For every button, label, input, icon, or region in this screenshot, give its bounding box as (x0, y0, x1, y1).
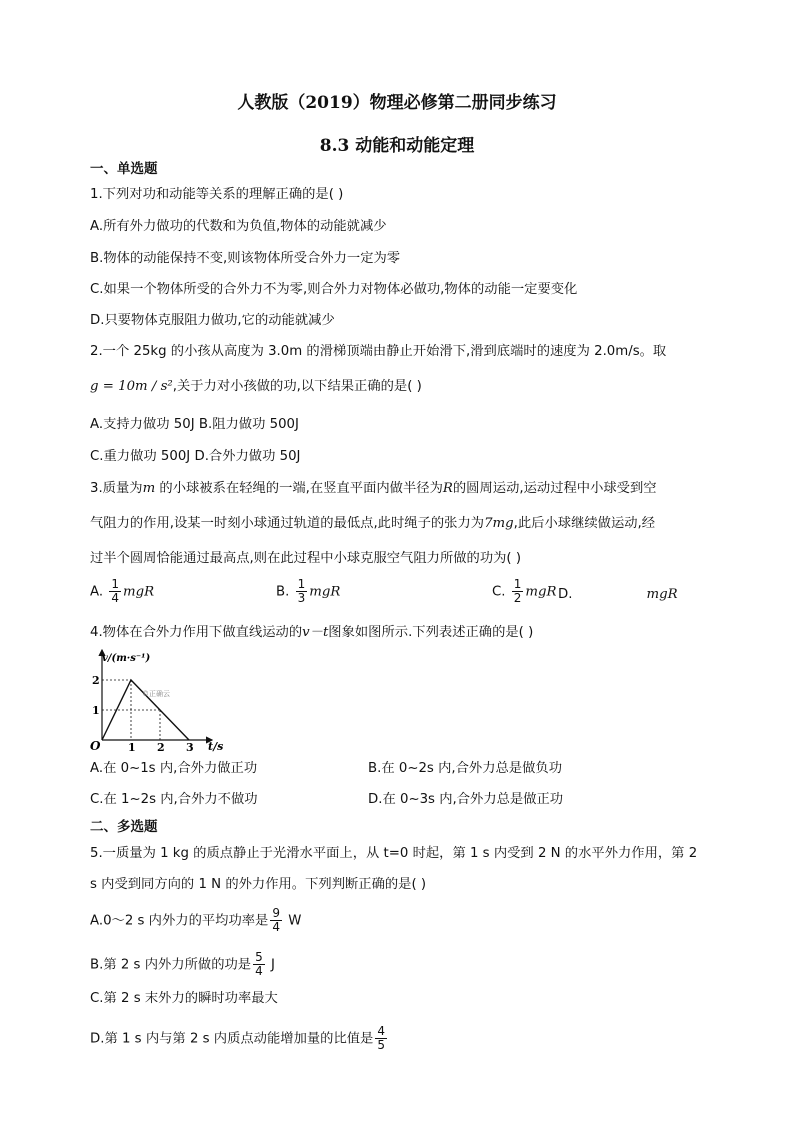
q1-option-b: B.物体的动能保持不变,则该物体所受合外力一定为零 (90, 251, 401, 266)
q1-option-c: C.如果一个物体所受的合外力不为零,则合外力对物体必做功,物体的动能一定要变化 (90, 282, 578, 297)
y-tick-label: 2 (92, 674, 100, 687)
q4-option-c: C.在 1~2s 内,合外力不做功 (90, 792, 258, 807)
q1-option-d: D.只要物体克服阻力做功,它的动能就减少 (90, 313, 335, 328)
section-heading-multiple-choice: 二、多选题 (90, 819, 158, 835)
q1-stem: 1.下列对功和动能等关系的理解正确的是( ) (90, 187, 344, 202)
q1-option-a: A.所有外力做功的代数和为负值,物体的动能就减少 (90, 219, 387, 234)
x-tick-label: 3 (186, 741, 194, 754)
q4-vt-symbol: v－t (302, 625, 329, 640)
q5-stem-line2: s 内受到同方向的 1 N 的外力作用。下列判断正确的是( ) (90, 877, 427, 892)
q5-option-d-fraction: $\frac{4}{5}$ (377, 1024, 385, 1052)
q4-option-a: A.在 0~1s 内,合外力做正功 (90, 761, 258, 776)
x-axis-label: t/s (208, 740, 224, 753)
y-axis-label: v/(m·s⁻¹) (102, 653, 151, 664)
graph-marks (92, 674, 194, 754)
vt-graph (88, 646, 228, 754)
q5-option-d: D.第 1 s 内与第 2 s 内质点动能增加量的比值是 $\frac{4}{5}$ (90, 1024, 385, 1052)
q3-stem-line2: 气阻力的作用,设某一时刻小球通过轨道的最低点,此时绳子的张力为7mg,此后小球继续做运动,经 (90, 516, 656, 531)
q3-stem-line3: 过半个圆周恰能通过最高点,则在此过程中小球克服空气阻力所做的功为( ) (90, 551, 522, 566)
q3-tension: 7mg (484, 516, 514, 531)
q3-option-c-fraction: $\frac{1}{2}$ (513, 577, 522, 605)
q3-radius-symbol: R (442, 481, 453, 496)
y-tick-label: 1 (92, 704, 100, 717)
origin-label: O (90, 739, 101, 753)
q3-option-b-fraction: $\frac{1}{3}$ (297, 577, 306, 605)
watermark: ©正确云 (142, 690, 170, 698)
q3-option-c: C. $\frac{1}{2}$ mgR (492, 577, 557, 605)
q2-options-ab: A.支持力做功 50J B.阻力做功 500J (90, 417, 299, 432)
q4-option-d: D.在 0~3s 内,合外力总是做正功 (368, 792, 564, 807)
q3-option-a-fraction: $\frac{1}{4}$ (111, 577, 119, 605)
q3-option-b: B. $\frac{1}{3}$ mgR (276, 577, 341, 605)
q4-stem: 4.物体在合外力作用下做直线运动的v－t图象如图所示.下列表述正确的是( ) (90, 625, 534, 640)
q5-option-b-fraction: $\frac{5}{4}$ (255, 950, 263, 978)
q2-g-formula: g = 10m / s² (90, 379, 173, 394)
q3-stem-line1: 3.质量为m 的小球被系在轻绳的一端,在竖直平面内做半径为R的圆周运动,运动过程中小球受到空 (90, 481, 657, 496)
q2-stem-cont: ,关于力对小孩做的功,以下结果正确的是( ) (172, 379, 422, 394)
q4-option-b: B.在 0~2s 内,合外力总是做负功 (368, 761, 562, 776)
q5-option-b: B.第 2 s 内外力所做的功是 $\frac{5}{4}$ J (90, 950, 275, 978)
q5-option-c: C.第 2 s 末外力的瞬时功率最大 (90, 991, 278, 1006)
q2-stem: 2.一个 25kg 的小孩从高度为 3.0m 的滑梯顶端由静止开始滑下,滑到底端时的速度为 2.0m/s。取 (90, 344, 667, 359)
q3-mass-symbol: m (142, 481, 156, 496)
q2-options-cd: C.重力做功 500J D.合外力做功 50J (90, 449, 301, 464)
section-heading-single-choice: 一、单选题 (90, 161, 158, 177)
x-tick-label: 1 (128, 741, 136, 754)
page-subtitle: 8.3 动能和动能定理 (319, 136, 475, 156)
q5-stem-line1: 5.一质量为 1 kg 的质点静止于光滑水平面上，从 t=0 时起，第 1 s 内受到 2 N 的水平外力作用，第 2 (90, 846, 698, 861)
x-tick-label: 2 (157, 741, 165, 754)
q3-option-d: D. mgR (558, 587, 678, 602)
q5-option-a-fraction: $\frac{9}{4}$ (272, 906, 280, 934)
q2-stem-line2 (90, 378, 422, 396)
q5-option-a: A.0～2 s 内外力的平均功率是 $\frac{9}{4}$ W (90, 906, 302, 934)
page-title: 人教版（2019）物理必修第二册同步练习 (237, 93, 557, 113)
q3-option-a: A. $\frac{1}{4}$ mgR (90, 577, 155, 605)
